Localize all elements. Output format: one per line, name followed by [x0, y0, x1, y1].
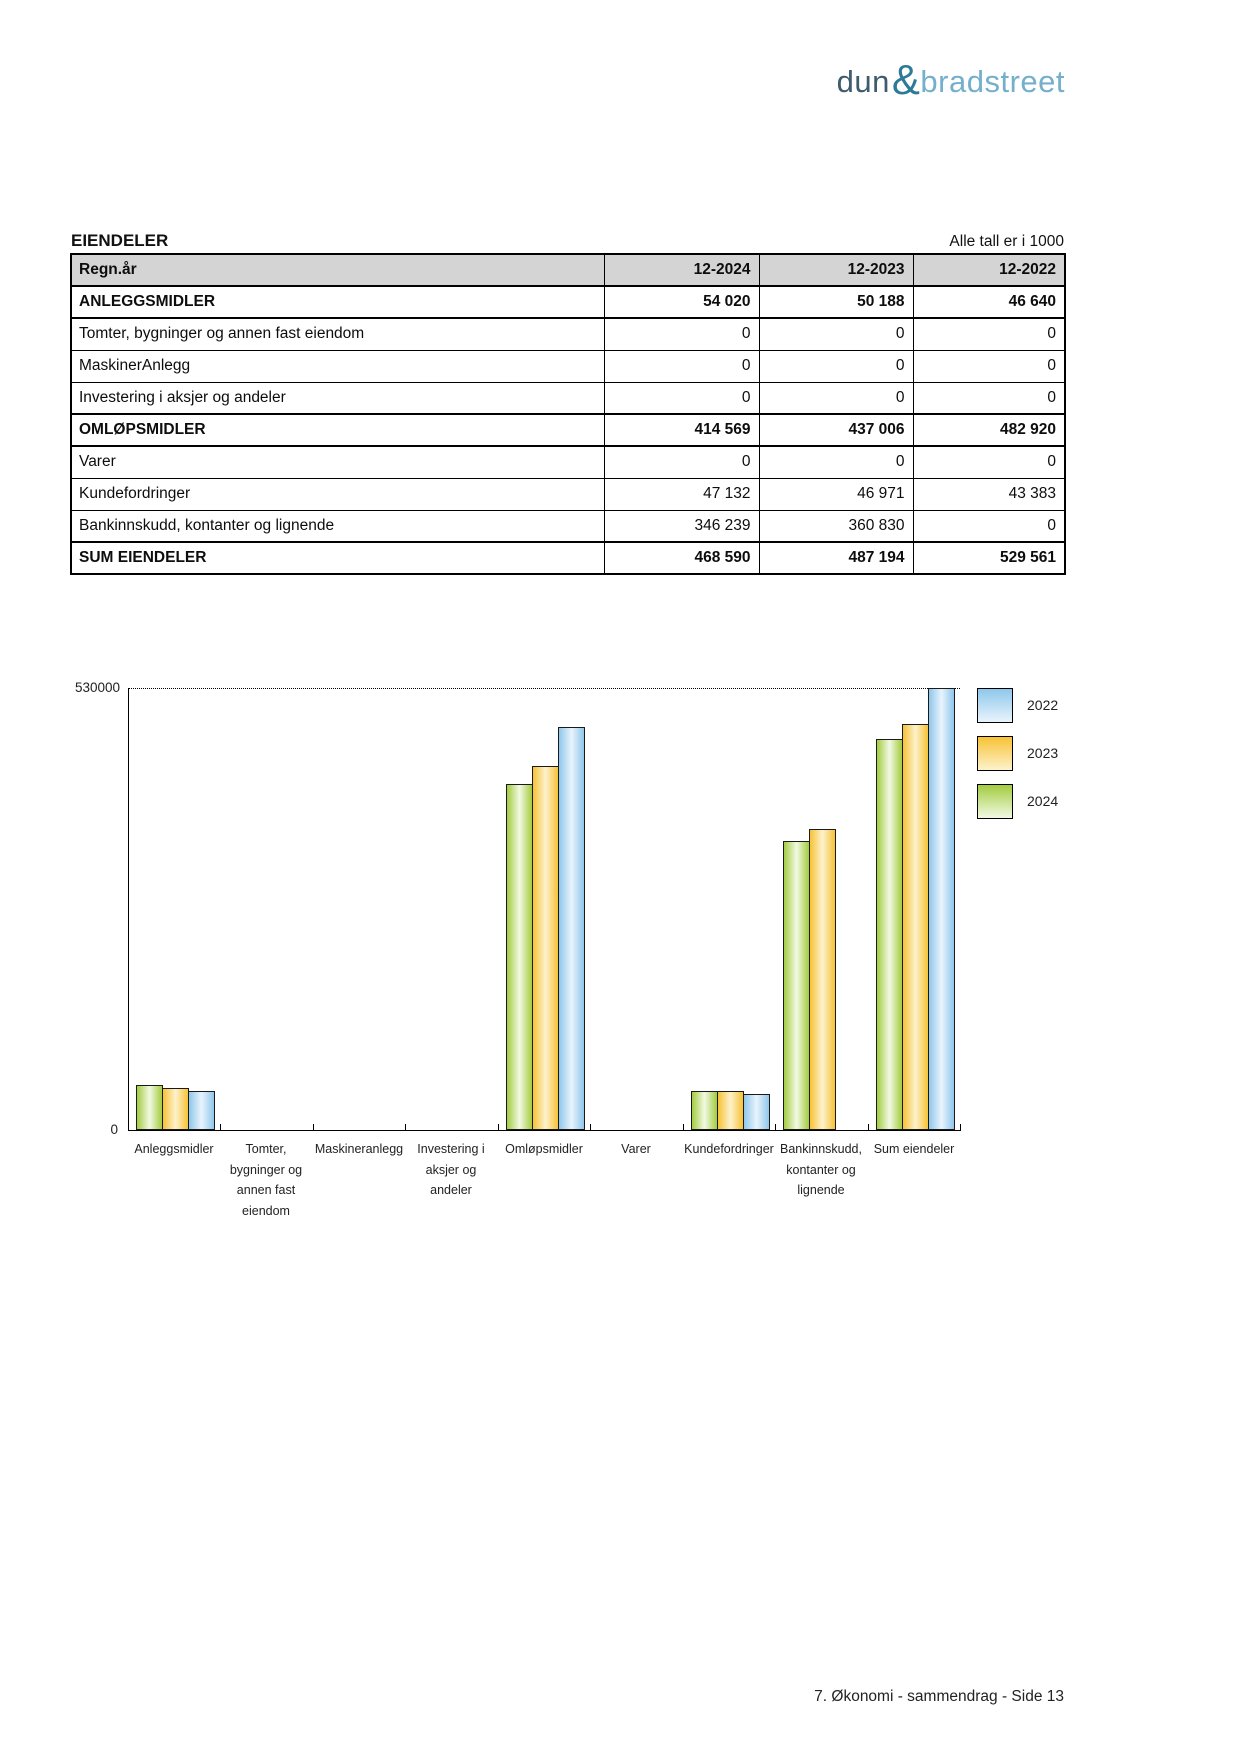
- bar-2024-7: [783, 841, 810, 1130]
- row-value: 46 640: [913, 286, 1065, 318]
- category-label-line: Bankinnskudd,: [779, 1142, 862, 1156]
- chart-axis-tick: [960, 1124, 961, 1131]
- bar-2022-0: [188, 1091, 215, 1130]
- chart-y-axis: [128, 688, 129, 1130]
- row-value: 0: [913, 510, 1065, 542]
- row-value: 0: [604, 318, 759, 350]
- row-label: Bankinnskudd, kontanter og lignende: [71, 510, 604, 542]
- row-value: 0: [604, 382, 759, 414]
- category-label-line: Investering i: [417, 1142, 485, 1156]
- legend-swatch-2024: [977, 784, 1013, 819]
- row-value: 487 194: [759, 542, 913, 574]
- bar-2024-0: [136, 1085, 163, 1130]
- legend-swatch-2023: [977, 736, 1013, 771]
- bar-2024-4: [506, 784, 533, 1130]
- bar-2024-8: [876, 739, 903, 1130]
- category-label-line: eiendom: [242, 1203, 290, 1218]
- logo-text-dun: dun: [836, 64, 890, 99]
- chart-top-gridline: [128, 688, 960, 689]
- row-value: 360 830: [759, 510, 913, 542]
- logo-text-bradstreet: bradstreet: [920, 64, 1065, 99]
- row-label: OMLØPSMIDLER: [71, 414, 604, 446]
- category-label-line: annen fast: [236, 1183, 296, 1197]
- category-label-line: Maskineranlegg: [314, 1142, 404, 1156]
- row-value: 0: [913, 318, 1065, 350]
- footer-page-label: 7. Økonomi - sammendrag - Side 13: [814, 1688, 1064, 1705]
- row-value: 46 971: [759, 478, 913, 510]
- row-value: 0: [759, 350, 913, 382]
- category-label-line: Tomter,: [245, 1142, 287, 1156]
- row-value: 0: [604, 446, 759, 478]
- category-label-line: Varer: [621, 1142, 651, 1156]
- row-label: Varer: [71, 446, 604, 478]
- row-label: Tomter, bygninger og annen fast eiendom: [71, 318, 604, 350]
- legend-label-2023: 2023: [1027, 745, 1059, 761]
- category-label-line: bygninger og: [229, 1162, 303, 1177]
- logo-ampersand-icon: &: [891, 56, 921, 103]
- row-value: 0: [604, 350, 759, 382]
- chart-axis-tick: [683, 1124, 684, 1131]
- bar-2022-6: [743, 1094, 770, 1130]
- bar-2022-4: [558, 727, 585, 1130]
- row-value: 468 590: [604, 542, 759, 574]
- row-value: 0: [759, 382, 913, 414]
- category-label-line: lignende: [797, 1183, 845, 1197]
- page-title: EIENDELER: [71, 231, 169, 250]
- category-label-line: kontanter og: [786, 1162, 856, 1177]
- bar-2024-6: [691, 1091, 718, 1130]
- row-value: 47 132: [604, 478, 759, 510]
- category-label-line: aksjer og: [425, 1162, 477, 1177]
- column-header: 12-2023: [759, 254, 913, 286]
- column-header: 12-2022: [913, 254, 1065, 286]
- bar-2022-8: [928, 688, 955, 1130]
- bar-2023-6: [717, 1091, 744, 1130]
- category-label-line: Anleggsmidler: [134, 1142, 214, 1156]
- row-value: 529 561: [913, 542, 1065, 574]
- chart-axis-tick: [868, 1124, 869, 1131]
- y-axis-min-label: 0: [110, 1122, 118, 1137]
- chart-axis-tick: [498, 1124, 499, 1131]
- row-value: 0: [913, 446, 1065, 478]
- chart-axis-tick: [775, 1124, 776, 1131]
- units-note: Alle tall er i 1000: [949, 233, 1064, 250]
- category-label-line: andeler: [430, 1183, 472, 1197]
- row-value: 0: [913, 382, 1065, 414]
- y-axis-max-label: 530000: [74, 680, 120, 695]
- bar-2023-8: [902, 724, 929, 1130]
- row-label: Kundefordringer: [71, 478, 604, 510]
- legend-swatch-2022: [977, 688, 1013, 723]
- row-value: 414 569: [604, 414, 759, 446]
- column-header: 12-2024: [604, 254, 759, 286]
- row-value: 437 006: [759, 414, 913, 446]
- row-label: Investering i aksjer og andeler: [71, 382, 604, 414]
- category-label-8: [843, 1139, 985, 1160]
- bar-2023-0: [162, 1088, 189, 1130]
- legend-label-2024: 2024: [1027, 793, 1059, 809]
- category-label-line: Kundefordringer: [684, 1142, 774, 1156]
- chart-axis-tick: [220, 1124, 221, 1131]
- row-value: 346 239: [604, 510, 759, 542]
- bar-2023-7: [809, 829, 836, 1130]
- row-label: SUM EIENDELER: [71, 542, 604, 574]
- row-value: 43 383: [913, 478, 1065, 510]
- chart-axis-tick: [313, 1124, 314, 1131]
- row-value: 0: [759, 446, 913, 478]
- row-label: MaskinerAnlegg: [71, 350, 604, 382]
- row-label: ANLEGGSMIDLER: [71, 286, 604, 318]
- bar-2023-4: [532, 766, 559, 1130]
- column-header: Regn.år: [71, 254, 604, 286]
- row-value: 54 020: [604, 286, 759, 318]
- legend-label-2022: 2022: [1027, 697, 1059, 713]
- row-value: 50 188: [759, 286, 913, 318]
- chart-axis-tick: [405, 1124, 406, 1131]
- chart-x-axis: [128, 1130, 961, 1131]
- row-value: 0: [759, 318, 913, 350]
- category-label-line: Sum eiendeler: [873, 1142, 955, 1156]
- row-value: 482 920: [913, 414, 1065, 446]
- chart-axis-tick: [590, 1124, 591, 1131]
- category-label-line: Omløpsmidler: [505, 1142, 583, 1156]
- row-value: 0: [913, 350, 1065, 382]
